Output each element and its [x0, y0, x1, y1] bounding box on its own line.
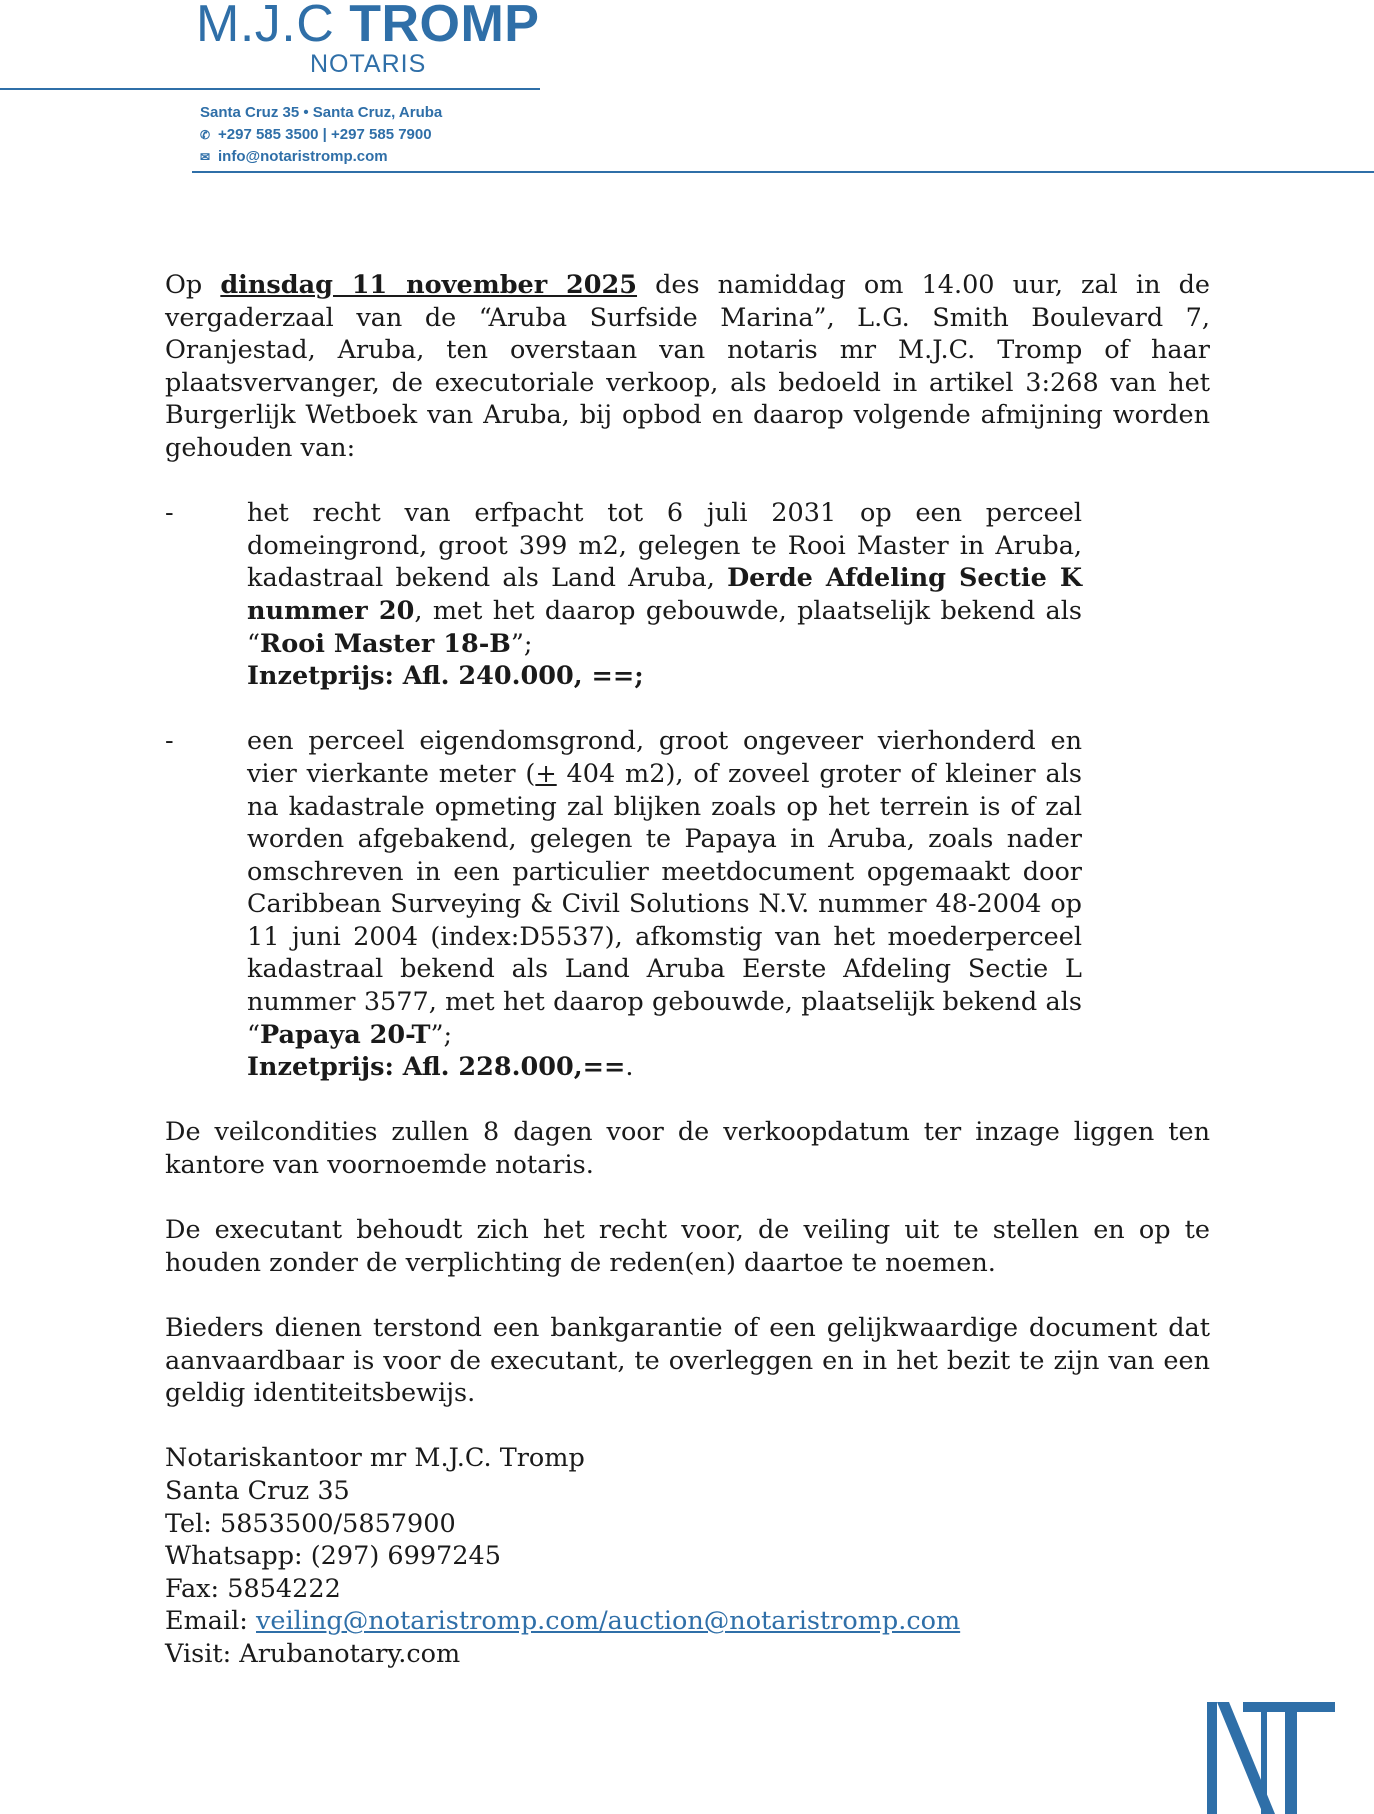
- logo-name: [196, 0, 539, 54]
- letterhead-logo: [0, 0, 540, 90]
- item-text: het recht van erfpacht tot 6 juli 2031 op een perceel domeingrond, groot 399 m2, gelegen te Rooi Master in Aruba, kadastraal bekend als Land Aruba,: [247, 498, 1082, 594]
- contact-email-row: [200, 146, 442, 168]
- email-link[interactable]: veiling@notaristromp.com/auction@notaristromp.com: [256, 1606, 961, 1637]
- item-parcel: Derde Afdeling Sectie K nummer 20: [247, 563, 1082, 626]
- letterhead-contact: [200, 102, 442, 168]
- item-text: ”;: [510, 628, 533, 659]
- item-text: , met het daarop gebouwde, plaatselijk bekend als “: [247, 595, 1082, 659]
- price-text: Inzetprijs: Afl. 240.000, ==;: [247, 661, 644, 692]
- contact-phone-row: [200, 124, 442, 146]
- item-text: 404 m2), of zoveel groter of kleiner als na kadastrale opmeting zal blijken zoals op het terrein is of zal worden afgebakend, gelegen te Papaya in Aruba, zoals nader omschreven in een particulier meetdocument opgemaakt door Caribbean Surveying & Civil Solutions N.V. nummer 48-2004 op 11 juni 2004 (index:D5537), afkomstig van het moederperceel kadastraal bekend als Land Aruba Eerste Afdeling Sectie L nummer 3577, met het daarop gebouwde, plaatselijk bekend als “: [247, 758, 1082, 1050]
- list-dash: -: [165, 726, 174, 757]
- item-price: [247, 1051, 1082, 1084]
- signature-fax: Fax: 5854222: [165, 1573, 341, 1604]
- list-dash: -: [165, 498, 174, 529]
- list-item: [165, 497, 1082, 693]
- signature-block: [165, 1442, 1210, 1670]
- price-end: .: [625, 1052, 634, 1083]
- logo-name-bold: TROMP: [349, 0, 540, 53]
- logo-name-light: M.J.C: [196, 0, 350, 53]
- phone-icon: ✆: [200, 128, 211, 142]
- intro-paragraph: [165, 269, 1210, 465]
- header-divider-bottom: [192, 171, 1374, 173]
- header-divider-top: [0, 88, 540, 90]
- nt-monogram-icon: [1205, 1700, 1335, 1814]
- item-price: [247, 660, 1082, 693]
- contact-email: info@notaristromp.com: [218, 148, 388, 165]
- list-item: [165, 725, 1082, 1084]
- signature-tel: Tel: 5853500/5857900: [165, 1508, 456, 1539]
- intro-op: Op: [165, 270, 221, 300]
- contact-phone: +297 585 3500 | +297 585 7900: [218, 126, 432, 143]
- signature-whatsapp: Whatsapp: (297) 6997245: [165, 1541, 501, 1572]
- paragraph-bidders: Bieders dienen terstond een bankgarantie of een gelijkwaardige document dat aanvaardbaar is voor de executant, te overleggen en in het bezit te zijn van een geldig identiteitsbewijs.: [165, 1313, 1210, 1409]
- logo-subtitle: NOTARIS: [310, 50, 427, 78]
- auction-date: dinsdag 11 november 2025: [220, 270, 638, 300]
- paragraph-conditions: De veilcondities zullen 8 dagen voor de verkoopdatum ter inzage liggen ten kantore van voornoemde notaris.: [165, 1117, 1210, 1181]
- paragraph-reservation: De executant behoudt zich het recht voor, de veiling uit te stellen en op te houden zonder de verplichting de reden(en) daartoe te noemen.: [165, 1215, 1210, 1278]
- document-body: [165, 269, 1210, 1671]
- item-text: een perceel eigendomsgrond, groot ongeveer vierhonderd en vier vierkante meter (: [247, 726, 1082, 789]
- contact-address: Santa Cruz 35 • Santa Cruz, Aruba: [200, 104, 443, 121]
- item-text: ”;: [430, 1019, 453, 1050]
- item-address: Papaya 20-T: [260, 1019, 431, 1050]
- signature-visit: Visit: Arubanotary.com: [165, 1638, 461, 1669]
- price-text: Inzetprijs: Afl. 228.000,==: [247, 1052, 626, 1083]
- signature-email-row: [165, 1605, 1210, 1638]
- envelope-icon: ✉: [200, 150, 211, 164]
- plus-minus-sign: +: [535, 758, 557, 789]
- signature-office: Notariskantoor mr M.J.C. Tromp: [165, 1443, 585, 1474]
- intro-text: des namiddag om 14.00 uur, zal in de vergaderzaal van de “Aruba Surfside Marina”, L.G. Smith Boulevard 7, Oranjestad, Aruba, ten overstaan van notaris mr M.J.C. Tromp of haar plaatsvervanger, de executoriale verkoop, als bedoeld in artikel 3:268 van het Burgerlijk Wetboek van Aruba, bij opbod en daarop volgende afmijning worden gehouden van:: [165, 270, 1210, 463]
- list-item-text: [247, 725, 1082, 1051]
- email-label: Email:: [165, 1606, 257, 1637]
- item-address: Rooi Master 18-B: [260, 628, 511, 659]
- list-item-text: [247, 497, 1082, 660]
- signature-street: Santa Cruz 35: [165, 1475, 350, 1506]
